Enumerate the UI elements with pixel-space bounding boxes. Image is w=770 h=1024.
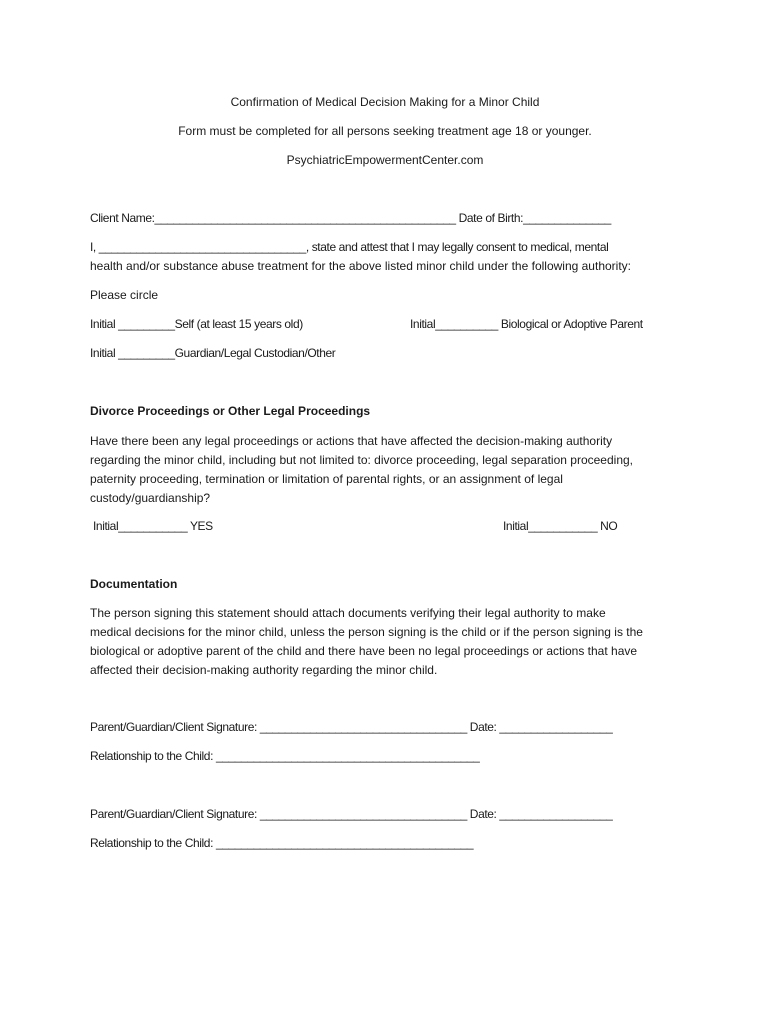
divorce-line: Have there been any legal proceedings or actions that have affected the decision-making authority [90, 434, 613, 448]
documentation-paragraph [90, 604, 690, 680]
relationship-field-1[interactable]: Relationship to the Child: __________________________________________ [90, 749, 480, 763]
initial-self-field[interactable]: Initial _________Self (at least 15 years old) [90, 317, 303, 331]
please-circle-label: Please circle [90, 288, 159, 302]
form-title: Confirmation of Medical Decision Making for a Minor Child [230, 95, 540, 109]
documentation-line: biological or adoptive parent of the child and there have been no legal proceedings or actions that have [90, 644, 638, 658]
relationship-field-2[interactable]: Relationship to the Child: _________________________________________ [90, 836, 474, 850]
initial-parent-field[interactable]: Initial__________ Biological or Adoptive Parent [410, 317, 643, 331]
client-name-dob-field[interactable]: Client Name:________________________________________________ Date of Birth:______________ [90, 211, 611, 225]
initial-guardian-field[interactable]: Initial _________Guardian/Legal Custodian/Other [90, 346, 336, 360]
divorce-heading: Divorce Proceedings or Other Legal Proceedings [90, 404, 371, 418]
signature-date-field-2[interactable]: Parent/Guardian/Client Signature: _________________________________ Date: __________________ [90, 807, 613, 821]
form-subtitle: Form must be completed for all persons seeking treatment age 18 or younger. [178, 124, 592, 138]
initial-no-field[interactable]: Initial___________ NO [503, 519, 618, 533]
signature-date-field-1[interactable]: Parent/Guardian/Client Signature: _________________________________ Date: __________________ [90, 720, 613, 734]
documentation-heading: Documentation [90, 577, 178, 591]
divorce-line: custody/guardianship? [90, 491, 211, 505]
documentation-line: The person signing this statement should attach documents verifying their legal authority to make [90, 606, 606, 620]
initial-yes-field[interactable]: Initial___________ YES [93, 519, 213, 533]
attest-line-2: health and/or substance abuse treatment for the above listed minor child under the following authority: [90, 259, 631, 273]
website-text: PsychiatricEmpowermentCenter.com [286, 153, 484, 167]
attest-line-1[interactable]: I, _________________________________, state and attest that I may legally consent to medical, mental [90, 240, 609, 254]
documentation-line: affected their decision-making authority regarding the minor child. [90, 663, 438, 677]
divorce-line: regarding the minor child, including but not limited to: divorce proceeding, legal separation proceeding, [90, 453, 633, 467]
divorce-line: paternity proceeding, termination or limitation of parental rights, or an assignment of legal [90, 472, 563, 486]
divorce-paragraph [90, 432, 690, 508]
documentation-line: medical decisions for the minor child, unless the person signing is the child or if the person signing is the [90, 625, 643, 639]
